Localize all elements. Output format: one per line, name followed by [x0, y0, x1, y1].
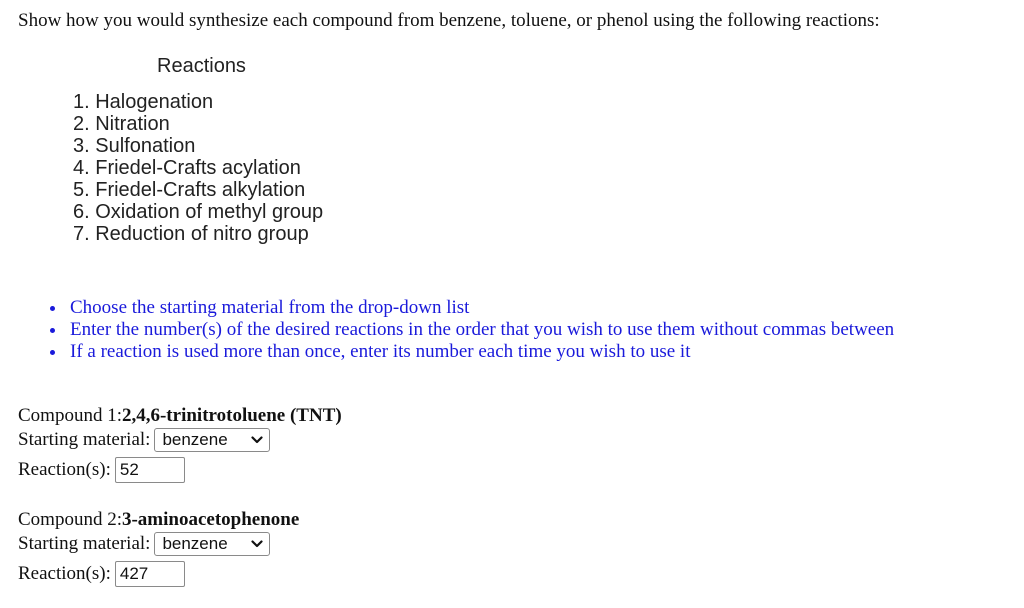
reaction-item-sulfonation: 3. Sulfonation	[73, 135, 196, 157]
instruction-item: Enter the number(s) of the desired reactions in the order that you wish to use them without commas between	[50, 319, 894, 341]
compound-1-name: 2,4,6-trinitrotoluene (TNT)	[121, 405, 342, 426]
compound-2-starting-row	[18, 532, 299, 556]
chevron-down-icon	[251, 435, 263, 445]
starting-material-label: Starting material:	[18, 429, 151, 450]
question-prompt: Show how you would synthesize each compound from benzene, toluene, or phenol using the following reactions:	[18, 10, 880, 31]
reaction-item-halogenation: 1. Halogenation	[73, 91, 214, 113]
compound-1-starting-material-select[interactable]: benzene	[154, 428, 270, 452]
reaction-item-fc-acylation: 4. Friedel-Crafts acylation	[73, 157, 301, 179]
compound-1-reactions-input[interactable]: 52	[115, 457, 185, 483]
instruction-item: Choose the starting material from the drop-down list	[50, 297, 894, 319]
compound-1-section	[18, 404, 342, 483]
compound-2-starting-material-select[interactable]: benzene	[154, 532, 270, 556]
compound-2-reactions-input[interactable]: 427	[115, 561, 185, 587]
reaction-item-methyl-oxidation: 6. Oxidation of methyl group	[73, 201, 324, 223]
compound-2-section	[18, 508, 299, 587]
bullet-icon	[50, 328, 55, 333]
chevron-down-icon	[251, 539, 263, 549]
reactions-list	[73, 91, 323, 245]
instructions-list	[50, 297, 894, 363]
compound-1-starting-row	[18, 428, 342, 452]
compound-1-reactions-row	[18, 457, 342, 483]
instruction-item: If a reaction is used more than once, enter its number each time you wish to use it	[50, 341, 894, 363]
reaction-item-nitro-reduction: 7. Reduction of nitro group	[73, 223, 309, 245]
starting-material-label: Starting material:	[18, 533, 151, 554]
compound-2-reactions-row	[18, 561, 299, 587]
reactions-heading: Reactions	[157, 55, 246, 77]
reaction-item-nitration: 2. Nitration	[73, 113, 170, 135]
compound-1-title: Compound 1: 2,4,6-trinitrotoluene (TNT)	[18, 405, 342, 426]
compound-2-name: 3-aminoacetophenone	[121, 509, 300, 530]
reaction-item-fc-alkylation: 5. Friedel-Crafts alkylation	[73, 179, 306, 201]
bullet-icon	[50, 306, 55, 311]
bullet-icon	[50, 350, 55, 355]
reactions-label: Reaction(s):	[18, 563, 111, 584]
reactions-label: Reaction(s):	[18, 459, 111, 480]
compound-2-title: Compound 2: 3-aminoacetophenone	[18, 509, 300, 530]
